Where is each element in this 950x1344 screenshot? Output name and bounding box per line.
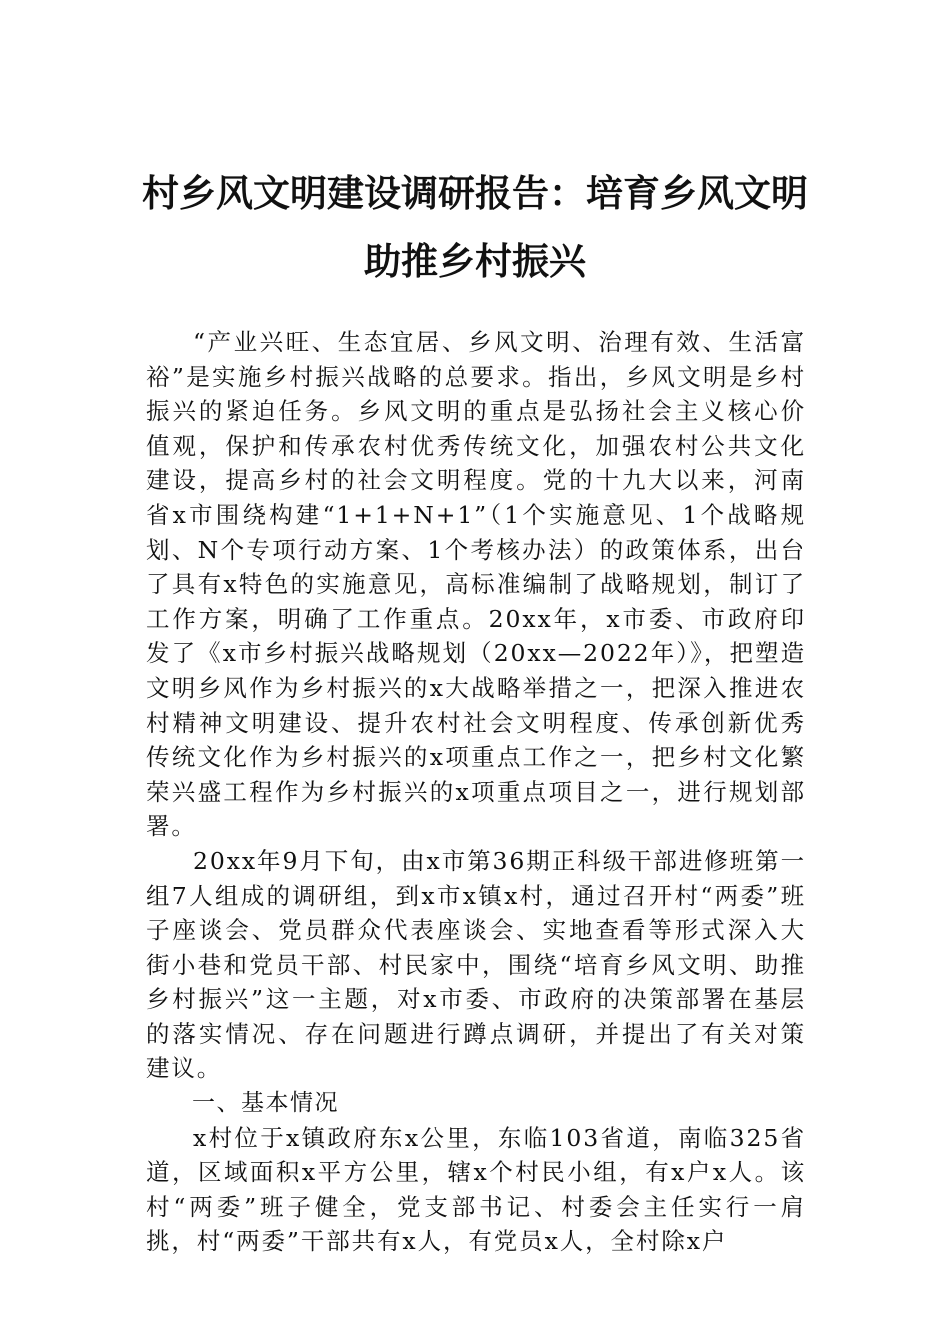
document-title-line-2: 助推乡村振兴	[364, 239, 586, 283]
document-body	[146, 325, 806, 1259]
document-title-line-1: 村乡风文明建设调研报告：培育乡风文明	[142, 171, 808, 215]
section-heading-basic-situation: 一、基本情况	[192, 1090, 339, 1117]
paragraph-research-team: 20xx年9月下旬，由x市第36期正科级干部进修班第一组7人组成的调研组，到x市x镇x村，通过召开村“两委”班子座谈会、党员群众代表座谈会、实地查看等形式深入大街小巷和党员干部、村民家中，围绕“培育乡风文明、助推乡村振兴”这一主题，对x市委、市政府的决策部署在基层的落实情况、存在问题进行蹲点调研，并提出了有关对策建议。	[146, 846, 806, 1083]
paragraph-intro: “产业兴旺、生态宜居、乡风文明、治理有效、生活富裕”是实施乡村振兴战略的总要求。指出，乡风文明是乡村振兴的紧迫任务。乡风文明的重点是弘扬社会主义核心价值观，保护和传承农村优秀传统文化，加强农村公共文化建设，提高乡村的社会文明程度。党的十九大以来，河南省x市围绕构建“1+1+N+1”（1个实施意见、1个战略规划、N个专项行动方案、1个考核办法）的政策体系，出台了具有x特色的实施意见，高标准编制了战略规划，制订了工作方案，明确了工作重点。20xx年，x市委、市政府印发了《x市乡村振兴战略规划（20xx—2022年）》，把塑造文明乡风作为乡村振兴的x大战略举措之一，把深入推进农村精神文明建设、提升农村社会文明程度、传承创新优秀传统文化作为乡村振兴的x项重点工作之一，把乡村文化繁荣兴盛工程作为乡村振兴的x项重点项目之一，进行规划部署。	[146, 328, 806, 841]
paragraph-village-overview: x村位于x镇政府东x公里，东临103省道，南临325省道，区域面积x平方公里，辖x个村民小组，有x户x人。该村“两委”班子健全，党支部书记、村委会主任实行一肩挑，村“两委”干部共有x人，有党员x人，全村除x户	[146, 1123, 806, 1256]
